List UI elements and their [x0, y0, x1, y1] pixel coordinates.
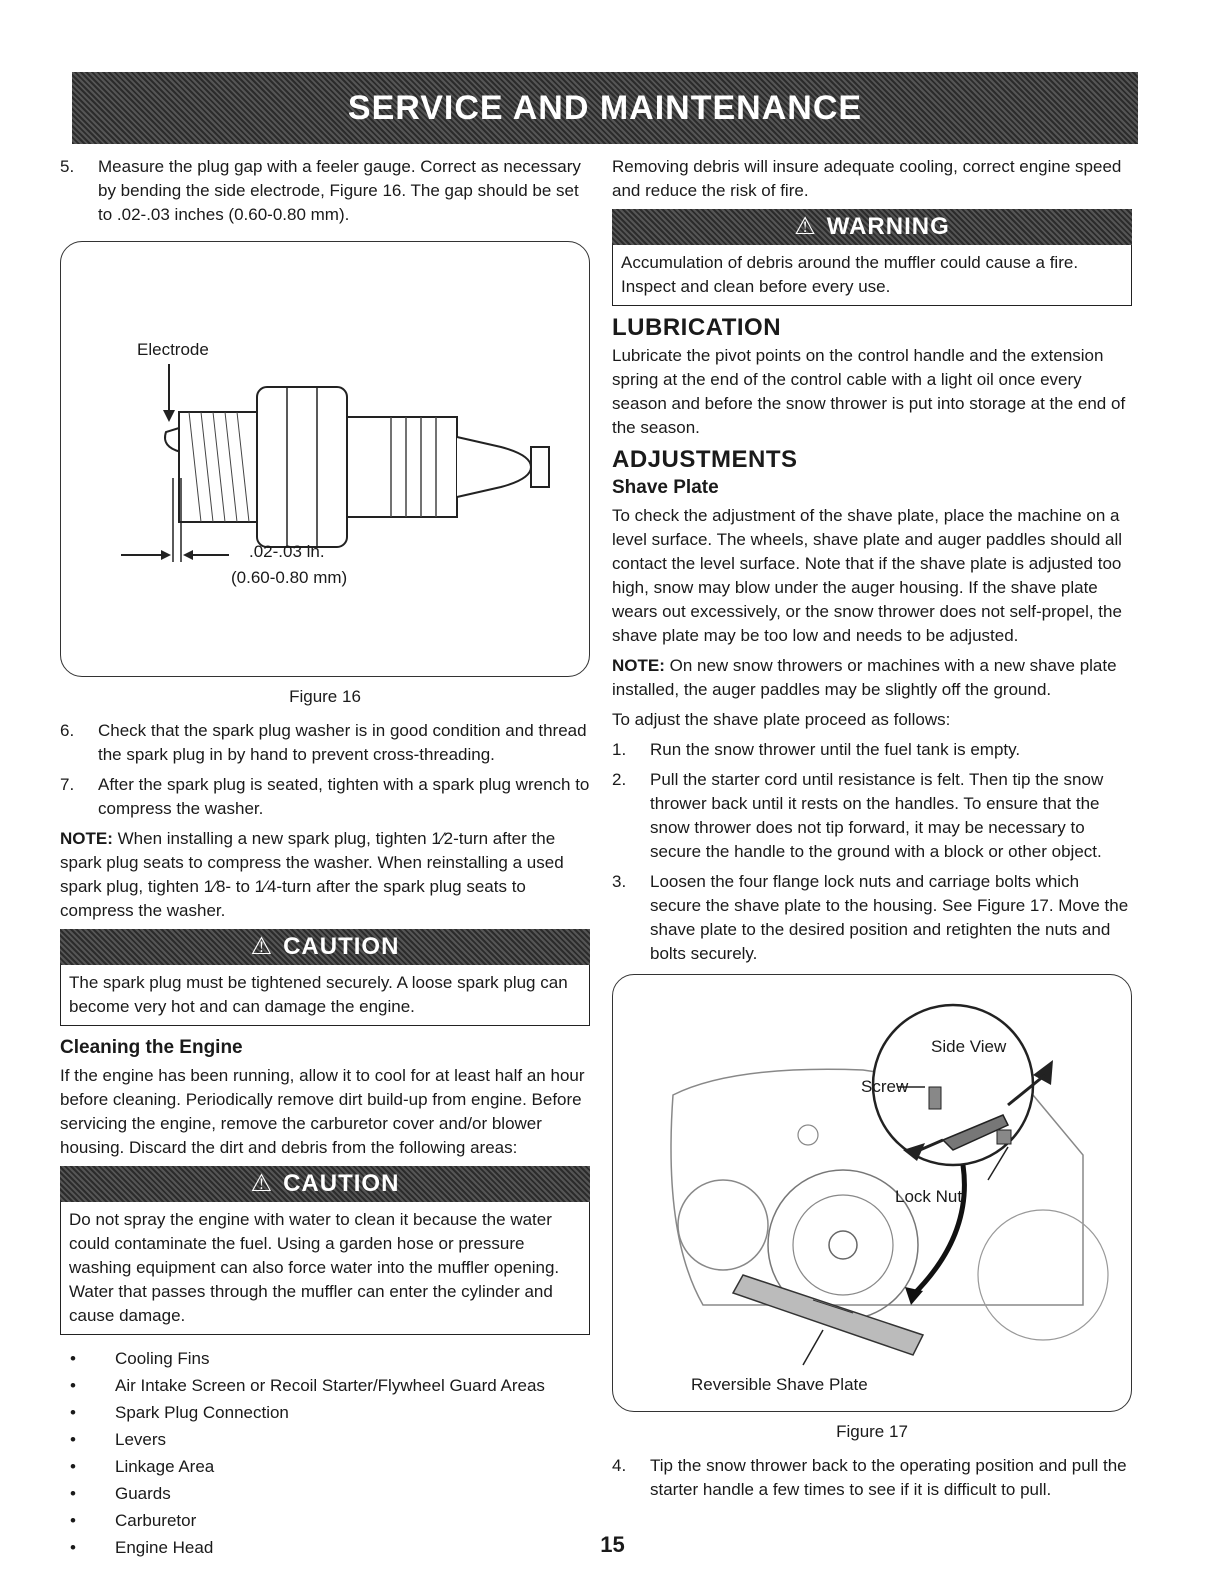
page-title: SERVICE AND MAINTENANCE — [347, 88, 863, 127]
list-item — [60, 1345, 590, 1372]
caution-box-2 — [60, 1166, 590, 1335]
shave-plate-illustration — [613, 975, 1131, 1411]
page-number: 15 — [600, 1532, 625, 1557]
shave-plate-note — [612, 654, 1132, 702]
left-column — [60, 155, 590, 1561]
bullet-icon: • — [70, 1376, 76, 1395]
caution-bar — [60, 929, 590, 965]
list-item-text: Levers — [115, 1430, 167, 1449]
caution-title: CAUTION — [283, 933, 400, 960]
adjust-step-4 — [612, 1454, 1132, 1502]
adjust-step-1 — [612, 738, 1132, 762]
list-item — [60, 1480, 590, 1507]
warning-title: WARNING — [826, 213, 950, 240]
lubrication-text: Lubricate the pivot points on the control handle and the extension spring at the end of the control cable with a light oil once every season and before the snow thrower is put into storage at the end of the season. — [612, 346, 1126, 437]
note-label: NOTE: — [60, 829, 113, 848]
step-7 — [60, 773, 590, 821]
right-column — [612, 155, 1132, 1508]
note-label: NOTE: — [612, 656, 665, 675]
caution-bar — [60, 1166, 590, 1202]
step-number: 5. — [60, 157, 75, 176]
list-item-text: Spark Plug Connection — [115, 1403, 289, 1422]
bullet-icon: • — [70, 1457, 76, 1476]
list-item-text: Air Intake Screen or Recoil Starter/Flywheel Guard Areas — [115, 1376, 545, 1395]
caution-title: CAUTION — [283, 1170, 400, 1197]
proceed-text: To adjust the shave plate proceed as follows: — [612, 710, 951, 729]
step-text: Tip the snow thrower back to the operating position and pull the starter handle a few times to see if it is difficult to pull. — [650, 1456, 1127, 1499]
caution-text: Do not spray the engine with water to clean it because the water could contaminate the fuel. Using a garden hose or pressure washing equipment can also force water into the muffler opening. Water that passes through the muffler can enter the cylinder and cause damage. — [60, 1202, 590, 1335]
step-number: 3. — [612, 872, 627, 891]
list-item-text: Carburetor — [115, 1511, 197, 1530]
step-number: 7. — [60, 775, 75, 794]
bullet-icon: • — [70, 1538, 76, 1557]
figure-17 — [612, 974, 1132, 1412]
list-item — [60, 1372, 590, 1399]
step-number: 4. — [612, 1456, 627, 1475]
step-number: 1. — [612, 740, 627, 759]
step-text: Measure the plug gap with a feeler gauge. Correct as necessary by bending the side electrode, Figure 16. The gap should be set to .02-.03 inches (0.60-0.80 mm). — [98, 157, 581, 224]
cleaning-text: If the engine has been running, allow it to cool for at least half an hour before cleaning. Periodically remove dirt build-up from engine. Before servicing the engine, remove the carburetor cover and/or blower housing. Discard the dirt and debris from the following areas: — [60, 1066, 585, 1157]
step-6 — [60, 719, 590, 767]
adjustments-heading: ADJUSTMENTS — [612, 446, 798, 473]
bullet-icon: • — [70, 1403, 76, 1422]
bullet-icon: • — [70, 1484, 76, 1503]
warning-triangle-icon: ⚠ — [250, 933, 274, 960]
step-text: Check that the spark plug washer is in good condition and thread the spark plug in by hand to prevent cross-threading. — [98, 721, 587, 764]
caution-text: The spark plug must be tightened securely. A loose spark plug can become very hot and can damage the engine. — [60, 965, 590, 1026]
shave-plate-heading: Shave Plate — [612, 477, 719, 498]
step-text: Run the snow thrower until the fuel tank is empty. — [650, 740, 1021, 759]
bullet-icon: • — [70, 1349, 76, 1368]
list-item-text: Cooling Fins — [115, 1349, 210, 1368]
adjust-step-3 — [612, 870, 1132, 966]
bullet-icon: • — [70, 1430, 76, 1449]
lubrication-heading: LUBRICATION — [612, 314, 782, 341]
spark-plug-illustration — [61, 242, 589, 676]
lock-nut-label: Lock Nut — [895, 1187, 963, 1206]
list-item-text: Guards — [115, 1484, 171, 1503]
step-text: Pull the starter cord until resistance is felt. Then tip the snow thrower back until it rests on the handles. To ensure that the snow thrower does not tip forward, it may be necessary to secure the handle to the ground with a block or other object. — [650, 770, 1104, 861]
figure-17-caption: Figure 17 — [836, 1422, 908, 1441]
warning-triangle-icon: ⚠ — [250, 1170, 274, 1197]
list-item-text: Engine Head — [115, 1538, 214, 1557]
spark-plug-note — [60, 827, 590, 923]
gap-inches-label: .02-.03 in. — [249, 542, 325, 561]
list-item — [60, 1426, 590, 1453]
cleaning-areas-list — [60, 1345, 590, 1561]
page-header-banner — [72, 72, 1138, 144]
list-item-text: Linkage Area — [115, 1457, 215, 1476]
figure-16-caption: Figure 16 — [289, 687, 361, 706]
screw-label: Screw — [861, 1077, 909, 1096]
step-number: 6. — [60, 721, 75, 740]
list-item — [60, 1453, 590, 1480]
note-text: On new snow throwers or machines with a new shave plate installed, the auger paddles may be slightly off the ground. — [612, 656, 1117, 699]
warning-box — [612, 209, 1132, 306]
note-text: When installing a new spark plug, tighten 1⁄2-turn after the spark plug seats to compress the washer. When reinstalling a used spark plug, tighten 1⁄8- to 1⁄4-turn after the spark plug seats to compress the washer. — [60, 829, 564, 920]
electrode-label: Electrode — [137, 340, 209, 359]
warning-triangle-icon: ⚠ — [794, 213, 817, 240]
warning-bar — [612, 209, 1132, 245]
figure-16 — [60, 241, 590, 677]
side-view-label: Side View — [931, 1037, 1007, 1056]
cleaning-heading: Cleaning the Engine — [60, 1037, 243, 1058]
list-item — [60, 1507, 590, 1534]
caution-box-1 — [60, 929, 590, 1026]
debris-intro: Removing debris will insure adequate cooling, correct engine speed and reduce the risk of fire. — [612, 157, 1122, 200]
shave-plate-label: Reversible Shave Plate — [691, 1375, 868, 1394]
bullet-icon: • — [70, 1511, 76, 1530]
warning-text: Accumulation of debris around the muffler could cause a fire. Inspect and clean before every use. — [612, 245, 1132, 306]
list-item — [60, 1399, 590, 1426]
shave-plate-text: To check the adjustment of the shave plate, place the machine on a level surface. The wheels, shave plate and auger paddles should all contact the level surface. Note that if the shave plate is adjusted too high, snow may blow under the auger housing. If the shave plate wears out excessively, or the snow thrower does not self-propel, the shave plate may be too low and needs to be adjusted. — [612, 506, 1123, 645]
step-number: 2. — [612, 770, 627, 789]
adjust-step-2 — [612, 768, 1132, 864]
step-text: After the spark plug is seated, tighten with a spark plug wrench to compress the washer. — [98, 775, 590, 818]
step-5 — [60, 155, 590, 227]
gap-mm-label: (0.60-0.80 mm) — [231, 568, 348, 587]
step-text: Loosen the four flange lock nuts and carriage bolts which secure the shave plate to the housing. See Figure 17. Move the shave plate to the desired position and retighten the nuts and bolts securely. — [650, 872, 1129, 963]
